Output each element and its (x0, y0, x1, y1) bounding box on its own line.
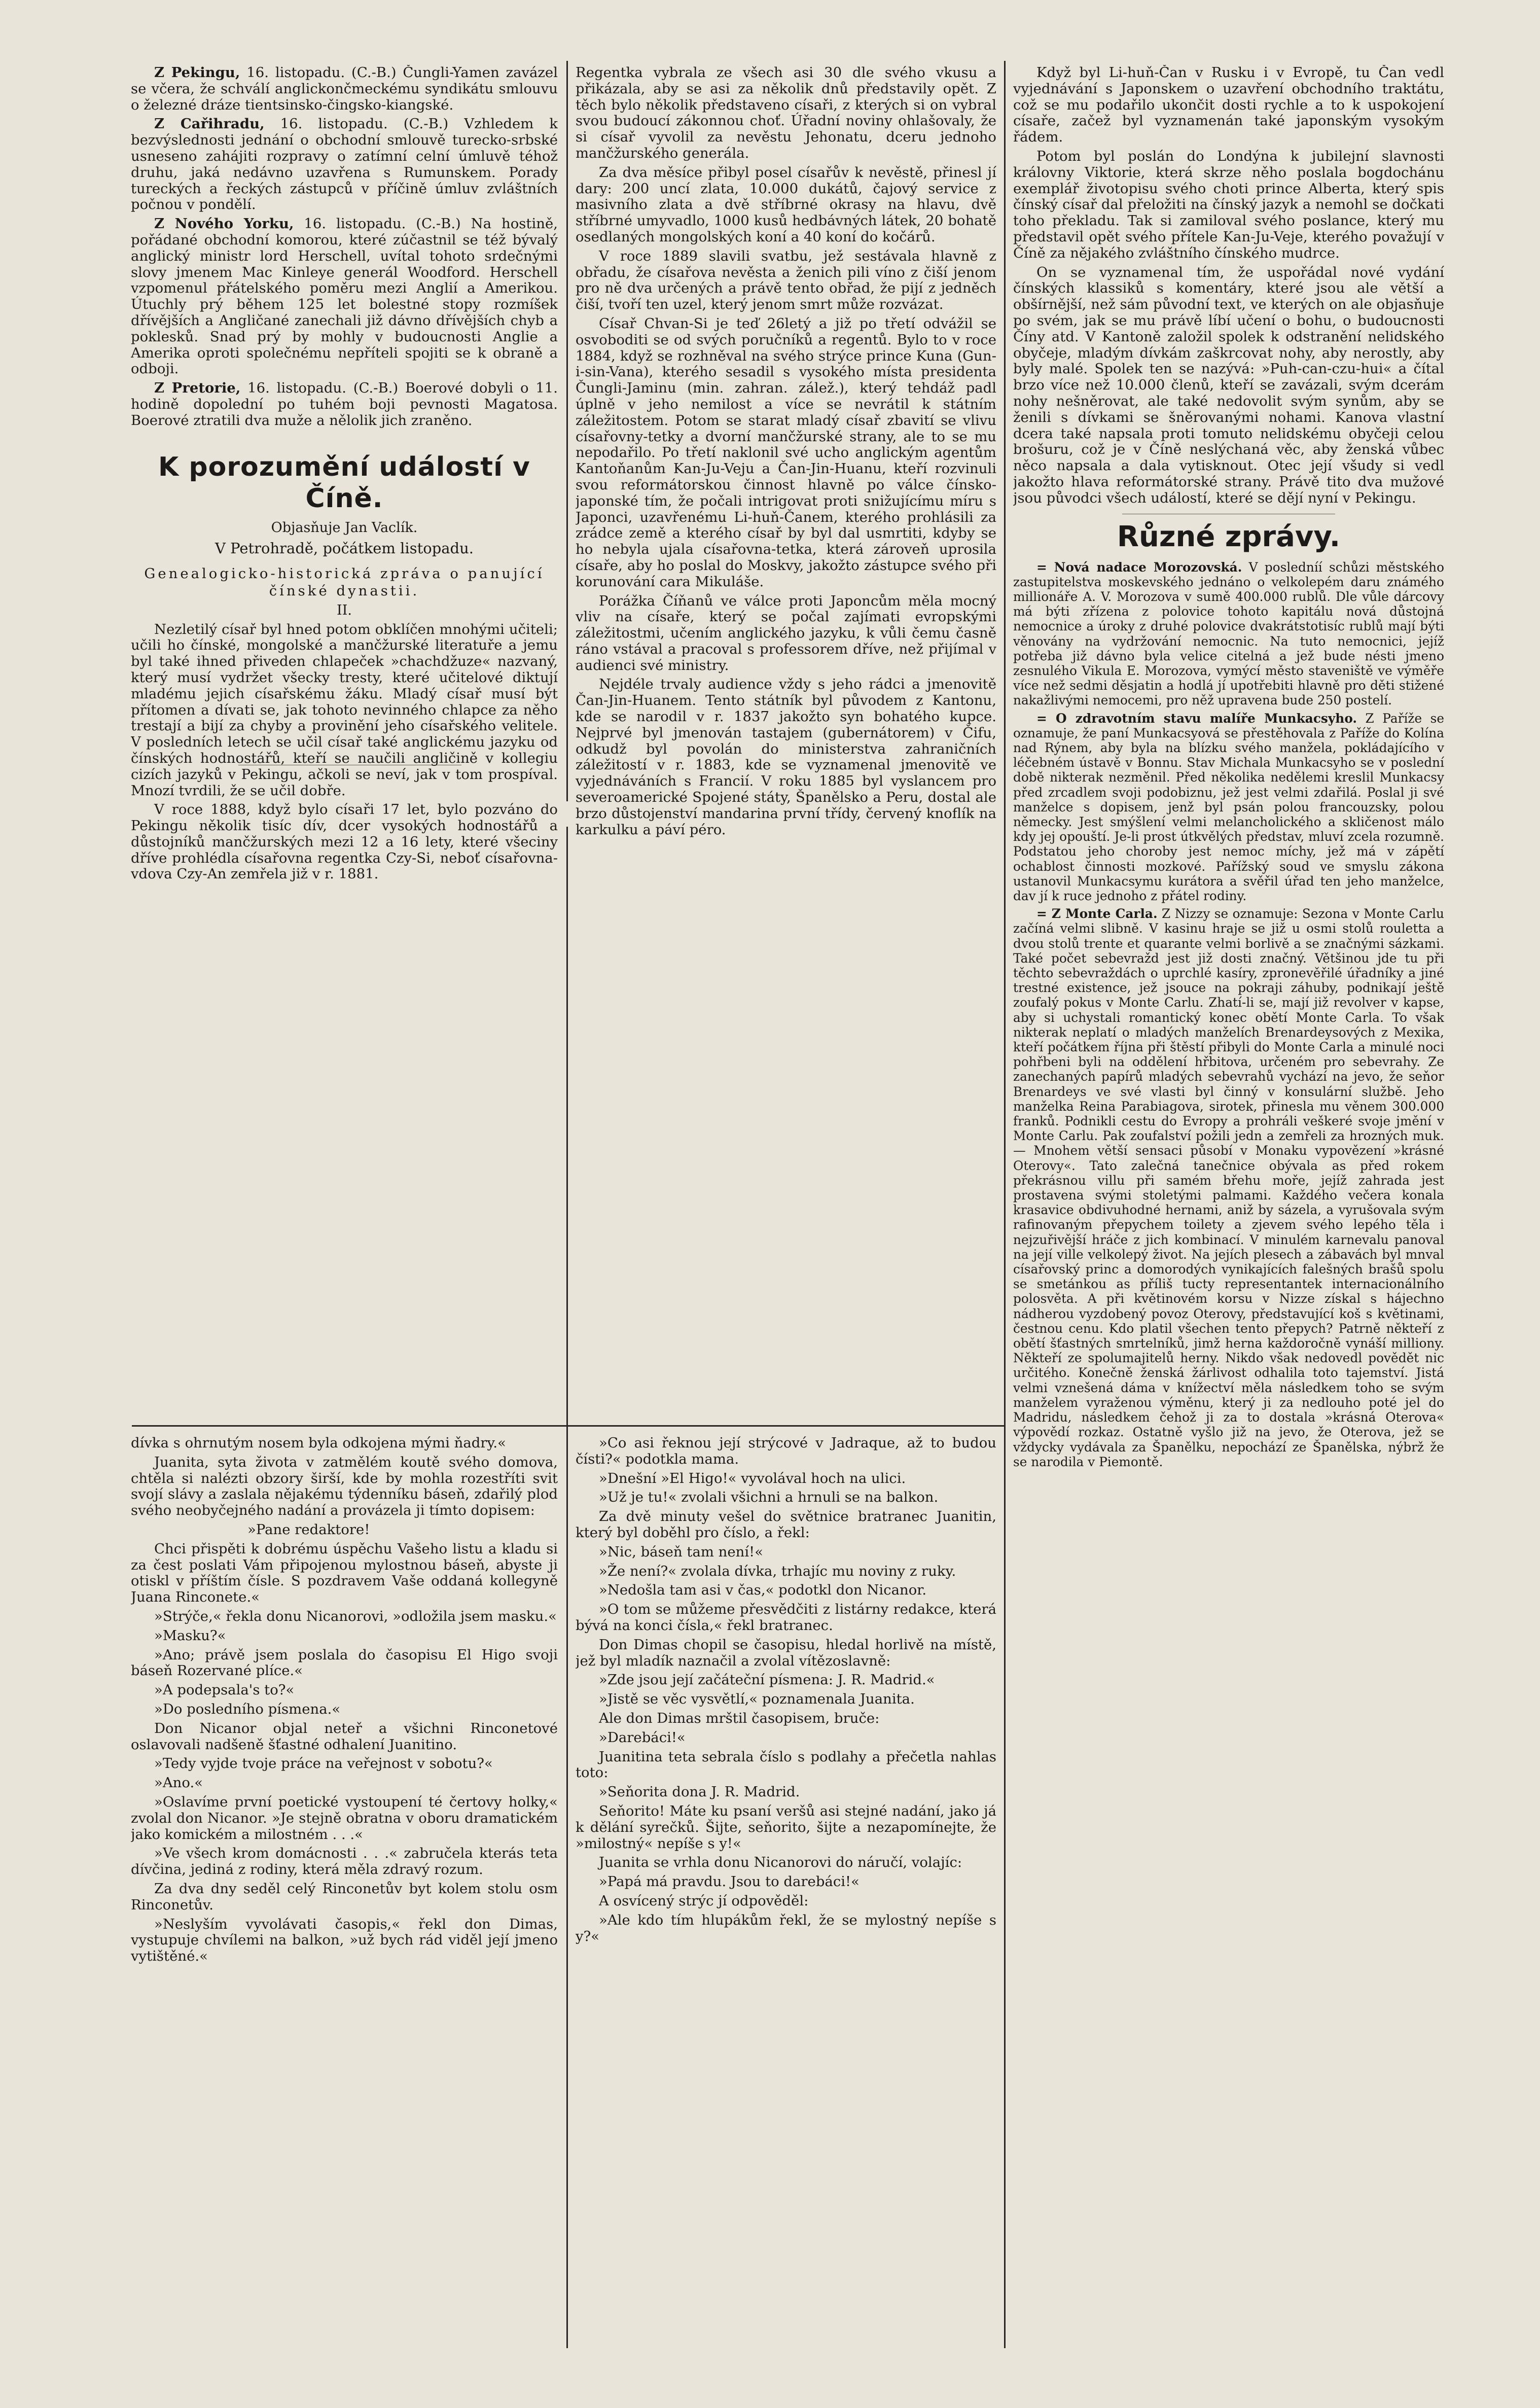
news-text: Z Paříže se oznamuje, že paní Munkacsyová se přestěhovala z Paříže do Kolína nad Rýnem, aby byla na blízku svého manžela, pokládajícího v léčebném ústavě v Bonnu. Stav Michala Munkacsyho se v poslední době nikterak nezměnil. Před několika nedělemi kreslil Munkacsy před zrcadlem svoji podobiznu, jež jest velmi zdařilá. Poslal ji své manželce s dopisem, jenž byl psán polou francouzsky, polou německy. Jest smýšlení velmi melancholického a skličenost málo kdy jej opouští. Je-li prost útkvělých představ, mluví zcela rozumně. Podstatou jeho choroby jest nemoc míchy, jež má v zápětí ochablost činnosti mozkové. Pařížský soud ve smyslu zákona ustanovil Munkacsymu kurátora a svěřil úřad ten jeho manželce, dav jí k ruce jednoho z přátel rodiny. (1013, 711, 1444, 903)
paragraph: »O tom se můžeme přesvědčiti z listárny redakce, která bývá na konci čísla,« řekl bratranec. (576, 1601, 996, 1634)
article-dateline: V Petrohradě, počátkem listopadu. (214, 539, 474, 557)
paragraph: »Zde jsou její začáteční písmena: J. R. Madrid.« (599, 1672, 935, 1688)
news-text: V posledníí schůzi městského zastupitelstva moskevského jednáno o velkolepém daru známého millionáře A. V. Morozova v sumě 400.000 rublů. Dle vůle dárcovy má býti zřízena z polovice tohoto kapitálu nová důstojná nemocnice a úroky z druhé polovice dvakrátstotisíc rublů mají býti věnovány na vydržování nemocnic. Na tuto nemocnici, jejíž potřeba již dávno byla velice citelná a jež bude nésti jmeno zesnulého Vikula E. Morozova, vymýcí město staveniště ve výměře více než sedmi děsjatin a hodlá jí upotřebiti hlavně pro děti stižené nakažlivými nemocemi, pro něž upravena bude 250 postelí. (1013, 559, 1444, 708)
paragraph: »Nedošla tam asi v čas,« podotkl don Nicanor. (599, 1582, 927, 1599)
column-2 (576, 65, 996, 1419)
paragraph: Za dva měsíce přibyl posel císařův k nevěstě, přinesl jí dary: 200 uncí zlata, 10.000 dukátů, čajový service z masivního zlata a dvě stříbrné okrasy na hlavu, dvě stříbrné umyvadlo, 1000 kusů hedbávných látek, 20 bohatě osedlaných mongolských koní a 40 koní do kočárů. (576, 164, 996, 245)
paragraph: »Pane redaktore! (247, 1521, 370, 1538)
news-item (131, 216, 558, 377)
paragraph: On se vyznamenal tím, že uspořádal nové vydání čínských klassiků s komentáry, které jsou ale větší a obšírnější, než sám původní text, ve kterých on ale objasňuje po svém, jak se mu právě líbí učení o bohu, o budoucnosti Číny atd. V Kantoně založil spolek k odstranění nelidského obyčeje, mladým dívkám zaškrcovat nohy, aby nerostly, aby byly malé. Spolek ten se nazývá: »Puh-can-czu-hui« a čítal brzo více než 10.000 členů, kteří se zavázali, svým dcerám nohy nešněrovat, ale také nedovolit svým synům, aby se ženili s dívkami se šněrovanými nohami. Kanova vlastní dcera také napsala proti tomuto nelidskému obyčeji celou brošuru, což je v Číně neslýchaná věc, aby ženská vůbec něco napsala a dala vytisknout. Otec její všudy si vedl jakožto hlava reformátorské strany. Právě tito dva mužové jsou původci všech událostí, které se dějí nyní v Pekingu. (1013, 264, 1444, 506)
news-list (1013, 560, 1444, 1469)
paragraph: Juanitina teta sebrala číslo s podlahy a přečetla nahlas toto: (576, 1748, 996, 1781)
paragraph: »Oslavíme první poetické vystoupení té čertovy holky,« zvolal don Nicanor. »Je stejně obratna v oboru dramatickém jako komickém a milostném . . .« (131, 1793, 558, 1843)
article-subtitle: Genealogicko-historická zpráva o panující čínské dynastii. (144, 565, 545, 599)
news-headline: = Nová nadace Morozovská. (1036, 559, 1242, 575)
paragraph: V roce 1889 slavili svatbu, jež sestávala hlavně z obřadu, že císařova nevěsta a ženich pili víno z čiší jenom pro ně dva určených a právě tento obřad, že pijí z jedněch čiší, tvoří ten uzel, který jenom smrt může rozvázat. (576, 247, 996, 313)
column-3 (1013, 65, 1444, 2378)
news-item (1013, 711, 1444, 904)
paragraph: Ale don Dimas mrštil časopisem, bruče: (599, 1710, 880, 1726)
dateline: Z Pretorie, (154, 380, 241, 397)
feuilleton-column-2 (576, 1435, 996, 2379)
paragraph: »Ano.« (154, 1775, 203, 1791)
paragraph: »Masku?« (154, 1627, 226, 1644)
news-text: 16. listopadu. (C.-B.) Na hostině, pořádané obchodní komorou, které zúčastnil se též bývalý anglický ministr lord Herschell, uvítal tohoto srdečnými slovy jmenem Mac Kinleye generál Woodford. Herschell vzpomenul přátelského poměru mezi Anglií a Amerikou. Útuchly prý během 125 let bolestné stopy rozmíšek dřívějších a Angličané zanechali již dávno dřívějších chyb a poklesků. Snad prý by mohly v budoucnosti Anglie a Amerika oproti společnému nepříteli spojiti se k obraně a odboji. (131, 216, 558, 377)
news-item (131, 380, 558, 429)
news-headline: = O zdravotním stavu malíře Munkacsyho. (1036, 711, 1357, 726)
paragraph: »Papá má pravdu. Jsou to darebáci!« (599, 1873, 859, 1890)
paragraph: A osvícený strýc jí odpověděl: (599, 1892, 809, 1909)
paragraph: »A podepsala's to?« (154, 1682, 295, 1698)
column-rule (1004, 61, 1006, 2348)
column-rule (566, 827, 568, 2348)
news-text: 16. listopadu. (C.-B.) Čungli-Yamen zavázel se včera, že schválí anglickončmeckému syndikátu smlouvu o železné dráze tientsinsko-čingsko-kiangské. (131, 65, 558, 113)
paragraph: »Jistě se věc vysvětlí,« poznamenala Juanita. (599, 1691, 915, 1708)
paragraph: »Ale kdo tím hlupákům řekl, že se mylostný nepíše s y?« (576, 1911, 996, 1944)
paragraph: Porážka Číňanů ve válce proti Japoncům měla mocný vliv na císaře, který se počal zajímati evropskými záležitostmi, učením anglického jazyku, k vůli čemu časně ráno vstával a pracoval s professorem dříve, než přijímal v audienci své ministry. (576, 592, 996, 674)
paragraph: Potom byl poslán do Londýna k jubilejní slavnosti královny Viktorie, která skrze něho poslala bogdochánu exemplář životopisu svého choti prince Alberta, který spis čínský císař dal přeložiti na čínský jazyk a nemohl se dočkati toho překladu. Tak si zamiloval svého poslance, který mu představil opět svého přítele Kan-Ju-Veje, kterého považují v Číně za nějakého zvláštního čínského mudrce. (1013, 148, 1444, 261)
byline: Objasňuje Jan Vaclík. (271, 519, 418, 536)
paragraph: Chci přispěti k dobrému úspěchu Vašeho listu a kladu si za čest poslati Vám připojenou mylostnou báseň, abyste ji otiskl v příštím čísle. S pozdravem Vaše oddaná kollegyně Juana Rinconete.« (131, 1540, 558, 1606)
paragraph: »Tedy vyjde tvoje práce na veřejnost v sobotu?« (154, 1755, 493, 1772)
news-text: 16. listopadu. (C.-B.) Boerové dobyli o 11. hodině dopolední po tuhém boji pevnosti Magatosa. Boerové ztratili dva muže a nělolik jich zraněno. (131, 380, 558, 429)
section-heading: Různé zprávy. (1117, 520, 1341, 553)
paragraph: Don Dimas chopil se časopisu, hledal horlivě na místě, jež byl mladík naznačil a zvolal vítězoslavně: (576, 1636, 996, 1669)
paragraph: »Dnešní »El Higo!« vyvolával hoch na ulici. (599, 1470, 906, 1486)
paragraph: »Už je tu!« zvolali všichni a hrnuli se na balkon. (599, 1489, 939, 1506)
news-text: Z Nizzy se oznamuje: Sezona v Monte Carlu začíná velmi slibně. V kasinu hraje se již u osmi stolů rouletta a dvou stolů trente et quarante velmi borlivě a se značnými sázkami. Také počet sebevražd jest již dosti značný. Většinou jde tu při těchto sebevraždách o uprchlé kasíry, zpronevěřilé úřadníky a jiné trestné existence, jež jsouce na pokraji záhuby, podnikají ještě zoufalý pokus v Monte Carlu. Zhatí-li se, mají již revolver v kapse, aby si uchystali romantický konec obětí Monte Carla. To však nikterak neplatí o mladých manželích Brenardeysových z Mexika, kteří počátkem října při štěstí přibyli do Monte Carla a minulé noci pohřbeni byli na oddělení hřbitova, určeném pro sebevrahy. Ze zanechaných papírů mladých sebevrahů vychází na jevo, že seňor Brenardeys ve své vlasti byl činný v konsulární službě. Jeho manželka Reina Parabiagova, sirotek, přinesla mu věnem 300.000 franků. Podnikli cestu do Evropy a prohráli veškeré svoje jmění v Monte Carlu. Pak zoufalství požili jedn a zemřeli za hrozných muk. — Mnohem větší sensaci působí v Monaku vypovězení »krásné Oterovy«. Tato zalečná tanečnice obývala as před rokem překrásnou villu při samém břehu moře, jejíž zahrada jest prostavena svými stoletými palmami. Každého večera konala krasavice obdivuhodné hernami, aniž by sázela, a vyrušovala svým rafinovaným přepychem toilety a zjevem svého lepého těla i nejzuřivější hráče z jich kombinací. V minulém karnevalu panoval na její ville velkolepý život. Na jejích plesech a zábavách byl mnval císařovský princ a domorodých vynikajících falešných brašů spolu se smetánkou as příliš tucty representantek internacionálního polosvěta. A při květinovém korsu v Nizze získal s hájechno nádherou vyzdobený povoz Oterovy, představující koš s květinami, čestnou cenu. Kdo platil všechen tento přepych? Patrně někteří z obětí šťastných smrtelníků, jimž herna každoročně vynáší milliony. Někteří ze spolumajitelů herny. Nikdo však nedovedl povědět nic určitého. Konečně ženská žárlivost odhalila toto tajemství. Jistá velmi vznešená dáma v knížectví měla následkem toho se svým manželem vyraženou výměnu, který ji za nedlouho poté jel do Madridu, následkem čehož ji za to dostala »krásná Oterova« výpovědí rozkaz. Ostatně vyšlo již na jevo, že Oterova, jež se vždycky vydávala za Španělku, nepochází ze Španělska, nýbrž že se narodila v Piemontě. (1013, 906, 1444, 1469)
paragraph: Seňorito! Máte ku psaní veršů asi stejné nadání, jako já k dělání syrečků. Šijte, seňorito, šijte a nezapomínejte, že »milostný« nepíše s y!« (576, 1802, 996, 1852)
paragraph: »Seňorita dona J. R. Madrid. (599, 1784, 800, 1800)
paragraph: »Co asi řeknou její strýcové v Jadraque, až to budou čísti?« podotkla mama. (576, 1435, 996, 1467)
paragraph: »Neslyším vyvolávati časopis,« řekl don Dimas, vystupuje chvílemi na balkon, »už bych rád viděl její jmeno vytištěné.« (131, 1916, 558, 1965)
paragraph: »Že není?« zvolala dívka, trhajíc mu noviny z ruky. (599, 1563, 956, 1579)
column-rule (566, 61, 568, 801)
paragraph: Regentka vybrala ze všech asi 30 dle svého vkusu a přikázala, aby se asi za několik dnů představily opět. Z těch bylo několik představeno císaři, z kterých si on vybral svou budoucí zákonnou choť. Úřadní noviny ohlašovaly, že si císař vyvolil za nevěstu Jehonatu, dceru jednoho mančžurského generála. (576, 65, 996, 161)
column-1 (131, 65, 558, 1419)
paragraph: V roce 1888, když bylo císaři 17 let, bylo pozváno do Pekingu několik tisíc dív, dcer vysokých hodnostářů a důstojníků mančžurských mezi 12 a 16 lety, které všeciny dříve prohlédla císařovna regentka Czy-Si, neboť císařovna-vdova Czy-An zemřela již v r. 1881. (131, 801, 558, 882)
part-number: II. (337, 602, 352, 618)
paragraph: Nezletilý císař byl hned potom obklíčen mnohými učiteli; učili ho čínské, mongolské a mančžurské literatuře a jemu byl také ihned přiveden chlapeček »chachdžuze« nazvaný, který musí vydržet všecky tresty, které učitelové diktují mladému jejich císařskému žáku. Mladý císař musí být přítomen a dívati se, jak tohoto nevinného chlapce za něho trestají a bijí za chyby a provinění jeho císařského velitele. V posledních letech se učil císař také anglickému jazyku od čínských hodnostářů, kteří se naučili angličině v kollegiu cizích jazyků v Pekingu, ačkoli se neví, jak v tom prospíval. Mnozí tvrdili, že se učil dobře. (131, 621, 558, 799)
feuilleton-column-1 (131, 1435, 558, 2379)
paragraph: Nejdéle trvaly audience vždy s jeho rádci a jmenovitě Čan-Jin-Huanem. Tento státník byl původem z Kantonu, kde se narodil v r. 1837 jakožto syn bohatého kupce. Nejprvé byl jmenován tastajem (gubernátorem) v Čifu, odkudž byl povolán do ministerstva zahraničních záležitostí v r. 1883, kde se vyznamenal jmenovitě ve vyjednáváních s Francií. V roku 1885 byl vyslancem pro severoamerické Spojené státy, Španělsko a Peru, dostal ale brzo důstojenství mandarina první třídy, červený knoflík na karkulku a páví péro. (576, 676, 996, 838)
paragraph: »Darebáci!« (599, 1729, 686, 1746)
section-rule (132, 1425, 1004, 1427)
news-item (1013, 560, 1444, 708)
news-headline: = Z Monte Carla. (1036, 906, 1158, 922)
paragraph: Juanita se vrhla donu Nicanorovi do náručí, volajíc: (599, 1854, 962, 1871)
paragraph: Císař Chvan-Si je teď 26letý a již po třetí odvážil se osvoboditi se od svých poručníků a regentů. Bylo to v roce 1884, když se rozhněval na svého strýce prince Kuna (Gun-i-sin-Vana), kterého sesadil s vysokého místa presidenta Čungli-Jaminu (min. zahran. zálež.), který tehdáž padl úplně v jeho nemilost a více se nevrátil k státním záležitostem. Potom se starat mladý císař zbavití se vlivu císařovny-tetky a dvorní mančžurské strany, ale to se mu nepodařilo. Po třetí naklonil své ucho anglickým agentům Kantoňanům Kan-Ju-Veju a Čan-Jin-Huanu, kteří rozvinuli svou reformátorskou činnost hlavně po válce čínsko-japonské tím, že počali intrigovat proti snižujícímu míru s Japonci, uzavřenému Li-huň-Čanem, kterého prohlásili za zrádce země a kterého císař by byl dal usmrtiti, kdyby se ho nebyla ujala císařovna-tetka, která zároveň uprosila císaře, aby ho poslal do Moskvy, jakožto zástupce svého při korunování cara Mikuláše. (576, 315, 996, 590)
paragraph: »Nic, báseň tam není!« (599, 1543, 764, 1560)
paragraph: Když byl Li-huň-Čan v Rusku i v Evropě, tu Čan vedl vyjednávání s Japonskem o uzavření obchodního traktátu, což se mu podařilo ukončit dosti rychle a to k uspokojení císaře, začež byl vyznamenán také japonským vysokým řádem. (1013, 65, 1444, 146)
paragraph: »Strýče,« řekla donu Nicanorovi, »odložila jsem masku.« (154, 1608, 557, 1624)
paragraph: »Do posledního písmena.« (154, 1701, 341, 1717)
paragraph: dívka s ohrnutým nosem byla odkojena mými ňadry.« (131, 1435, 506, 1451)
news-item (131, 65, 558, 113)
news-item (1013, 906, 1444, 1469)
article-title: K porozumění událostí v Číně. (158, 451, 530, 514)
paragraph: Don Nicanor objal neteř a všichni Rinconetové oslavovali nadšeně šťastné odhalení Juanitino. (131, 1720, 558, 1753)
news-text: 16. listopadu. (C.-B.) Vzhledem k bezvýslednosti jednání o obchodní smlouvě turecko-srbské usneseno zahájiti rozpravy o zatímní celní úmluvě téhož druhu, jaká nedávno uzavřena s Rumunskem. Porady tureckých a řeckých zástupců v příčině úmluv zvláštních počnou v pondělí. (131, 116, 558, 213)
dateline: Z Cařihradu, (154, 116, 265, 132)
dateline: Z Nového Yorku, (154, 216, 294, 232)
paragraph: Za dva dny seděl celý Rinconetův byt kolem stolu osm Rinconetův. (131, 1880, 558, 1913)
dateline: Z Pekingu, (154, 65, 240, 81)
paragraph: »Ve všech krom domácnosti . . .« zabručela kterás teta dívčina, jediná z rodiny, která měla zdravý rozum. (131, 1845, 558, 1878)
paragraph: »Ano; právě jsem poslala do časopisu El Higo svoji báseň Rozervané plíce.« (131, 1646, 558, 1679)
news-item (131, 116, 558, 213)
paragraph: Juanita, syta života v zatmělém koutě svého domova, chtěla si nalézti obzory širší, kde by mohla rozestříti svit svojí slávy a zaslala nějakému týdenníku báseň, zdařilý plod svého neobyčejného nadání a provázela ji tímto dopisem: (131, 1454, 558, 1519)
paragraph: Za dvě minuty vešel do světnice bratranec Juanitin, který byl doběhl pro číslo, a řekl: (576, 1508, 996, 1541)
